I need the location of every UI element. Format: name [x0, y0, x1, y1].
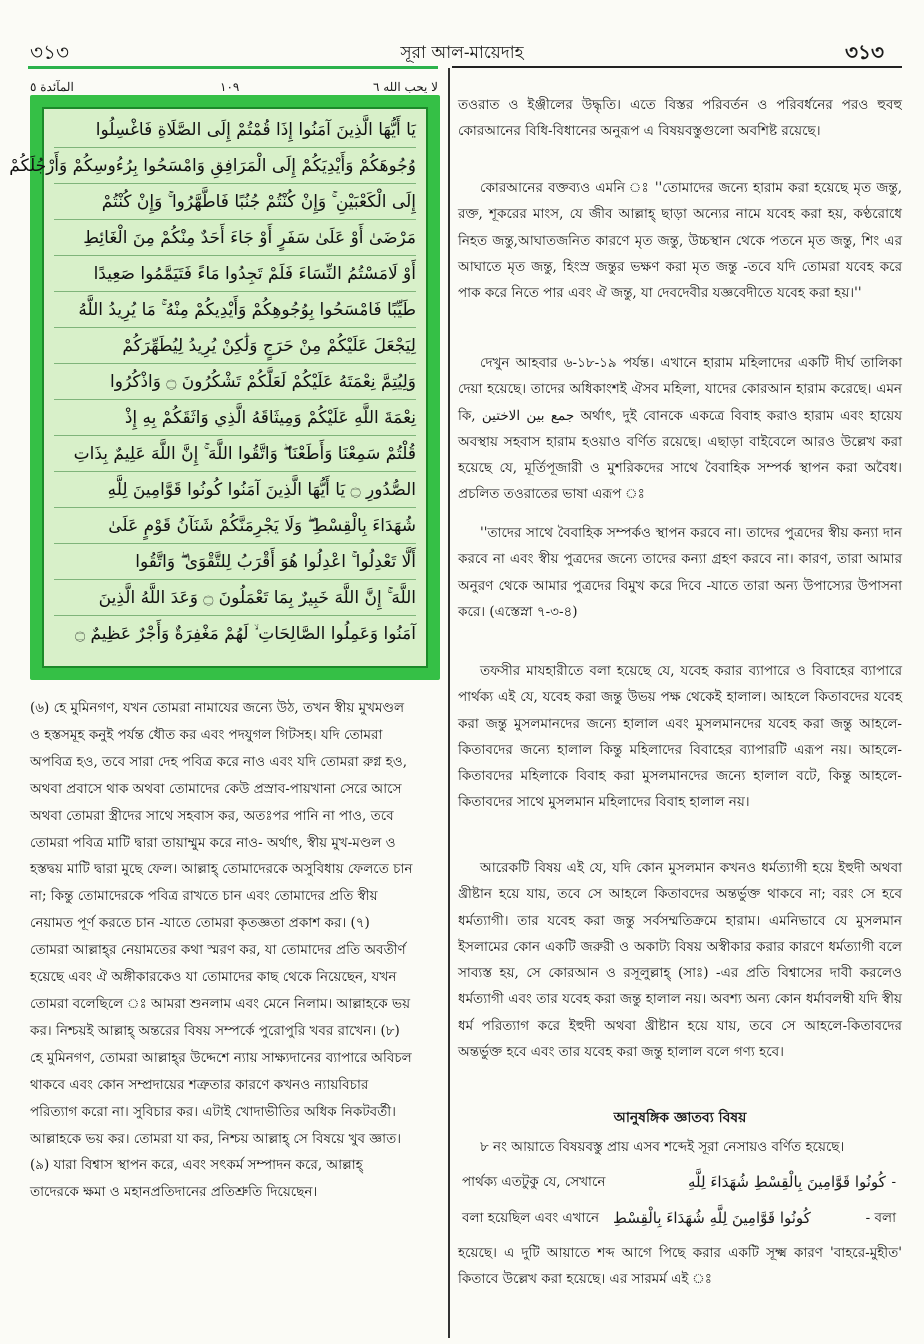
translation-line: (৬) হে মুমিনগণ, যখন তোমরা নামাযের জন্যে উঠ, তখন স্বীয় মুখমণ্ডল [30, 700, 405, 716]
translation-line: অপবিত্র হও, তবে সারা দেহ পবিত্র করে নাও এবং যদি তোমরা রুগ্ন হও, [30, 753, 408, 770]
commentary-quote: ''তাদের সাথে বৈবাহিক সম্পর্কও স্থাপন করবে না। তাদের পুত্রদের স্বীয় কন্যা দান করবে না এবং স্বীয় পুত্রদের জন্যে তাদের কন্যা গ্রহণ করবে না। কারণ, তারা আমার অনুরণ থেকে আমার পুত্রদের বিমুখ করে দিবে -যাতে তারা অন্য উপাস্যের উপাসনা করে। (এস্তেস্না ৭-৩-৪) [458, 525, 902, 620]
arabic-phrase: كُونُوا قَوَّامِينَ لِلَّهِ شُهَدَاءَ بِالْقِسْطِ [613, 1209, 811, 1227]
translation-line: তোমরা আল্লাহ্‌র নেয়ামতের কথা স্মরণ কর, যা তোমাদের প্রতি অবতীর্ণ [30, 942, 406, 959]
commentary-paragraph: তফসীর মাযহারীতে বলা হয়েছে যে, যবেহ করার ব্যাপারে ও বিবাহের ব্যাপারে পার্থক্য এই যে, যবেহ করা জন্তু উভয় পক্ষ থেকেই হালাল। আহলে কিতাবদের যবেহ করা জন্তু মুসলমানদের জন্যে হালাল এবং মুসলমানদের যবেহ করা জন্তু আহলে-কিতাবদের জন্যে হালাল কিন্তু মহিলাদের বিবাহের ব্যাপারটি এরূপ নয়। আহলে-কিতাবদের মহিলাকে বিবাহ করা মুসলমানদের জন্যে হালাল বটে, কিন্তু আহলে-কিতাবদের সাথে মুসলমান মহিলাদের বিবাহ হালাল নয়। [458, 663, 902, 811]
verse-line: الصُّدُورِ ۝ يَا أَيُّهَا الَّذِينَ آمَنُوا كُونُوا قَوَّامِينَ لِلَّهِ [54, 473, 416, 508]
translation-line: হে মুমিনগণ, তোমরা আল্লাহ্‌র উদ্দেশে ন্যায় সাক্ষ্যদানের ব্যাপারে অবিচল [30, 1049, 412, 1066]
arabic-juz-name: لا يحب الله ٦ [372, 80, 438, 94]
section-title: আনুষঙ্গিক জ্ঞাতব্য বিষয় [613, 1110, 747, 1126]
verse-line: إِلَى الْكَعْبَيْنِ ۚ وَإِنْ كُنْتُمْ جُنُبًا فَاطَّهَّرُوا ۚ وَإِنْ كُنْتُمْ [54, 185, 416, 220]
verse-line: آمَنُوا وَعَمِلُوا الصَّالِحَاتِ ۙ لَهُمْ مَغْفِرَةٌ وَأَجْرٌ عَظِيمٌ ۝ [75, 624, 416, 644]
verse-line: شُهَدَاءَ بِالْقِسْطِ ۖ وَلَا يَجْرِمَنَّكُمْ شَنَآنُ قَوْمٍ عَلَىٰ [54, 509, 416, 544]
translation-line: থাকবে এবং কোন সম্প্রদায়ের শত্রুতার কারণে কখনও ন্যায়বিচার [30, 1076, 369, 1093]
commentary-paragraph: আরেকটি বিষয় এই যে, যদি কোন মুসলমান কখনও ধর্মত্যাগী হয়ে ইহুদী অথবা খ্রীষ্টান হয়ে যায়, তবে সে আহলে কিতাবদের অন্তর্ভুক্ত থাকবে না; বরং সে হবে ধর্মত্যাগী। তার যবেহ করা জন্তু সর্বসম্মতিক্রমে হারাম। এমনিভাবে যে মুসলমান ইসলামের কোন একটি জরুরী ও অকাট্য বিষয় অস্বীকার করার কারণে ধর্মত্যাগী বলে সাব্যস্ত হয়, সে কোরআন ও রসূলুল্লাহ্ (সাঃ) -এর প্রতি বিশ্বাসের দাবী করলেও ধর্মত্যাগী এবং তার যবেহ করা জন্তু হালাল নয়। অবশ্য অন্য কোন ধর্মাবলম্বী যদি স্বীয় ধর্ম পরিত্যাগ করে ইহুদী অথবা খ্রীষ্টান হয়ে যায়, তবে সে আহলে-কিতাবদের অন্তর্ভুক্ত হবে এবং তার যবেহ করা জন্তু হালাল বলে গণ্য হবে। [458, 860, 902, 1061]
translation-line: অথবা তোমরা স্ত্রীদের সাথে সহবাস কর, অতঃপর পানি না পাও, তবে [30, 807, 394, 824]
arabic-phrase: كُونُوا قَوَّامِينَ بِالْقِسْطِ شُهَدَاءَ لِلَّهِ [688, 1173, 886, 1191]
dash: - [891, 1174, 896, 1190]
comparison-text: বলা হয়েছিল এবং এখানে [462, 1210, 600, 1226]
section-intro: ৮ নং আয়াতে বিষয়বস্তু প্রায় এসব শব্দেই সূরা নেসায়ও বর্ণিত হয়েছে। [480, 1139, 845, 1155]
verse-line: قُلْتُمْ سَمِعْنَا وَأَطَعْنَا ۖ وَاتَّقُوا اللَّهَ ۚ إِنَّ اللَّهَ عَلِيمٌ بِذَاتِ [54, 437, 416, 472]
translation-line: (৯) যারা বিশ্বাস স্থাপন করে, এবং সৎকর্ম সম্পাদন করে, আল্লাহ্ [30, 1157, 363, 1174]
page-number-right: ৩১৩ [845, 40, 884, 64]
translation-line: পরিত্যাগ করো না। সুবিচার কর। এটাই খোদাভীতির অধিক নিকটবর্তী। [30, 1103, 397, 1120]
verse-line: وُجُوهَكُمْ وَأَيْدِيَكُمْ إِلَى الْمَرَافِقِ وَامْسَحُوا بِرُءُوسِكُمْ وَأَرْجُلَكُمْ [54, 149, 416, 184]
verse-line: وَلِيُتِمَّ نِعْمَتَهُ عَلَيْكُمْ لَعَلَّكُمْ تَشْكُرُونَ ۝ وَاذْكُرُوا [54, 365, 416, 400]
quran-text-panel [9, 107, 428, 668]
commentary-paragraph: কোরআনের বক্তব্যও এমনি ঃ ''তোমাদের জন্যে হারাম করা হয়েছে মৃত জন্তু, রক্ত, শূকরের মাংস, যে জীব আল্লাহ্ ছাড়া অন্যের নামে যবেহ করা হয়, কণ্ঠরোধে নিহত জন্তু,আঘাতজনিত কারণে মৃত জন্তু, উচ্চস্থান থেকে পতনে মৃত জন্তু, শিং এর আঘাতে মৃত জন্তু, হিংস্র জন্তুর ভক্ষণ করা মৃত জন্তু -তবে যদি তোমরা যবেহ করে পাক করে নিতে পার এবং ঐ জন্তু, যা দেবদেবীর যজ্ঞবেদীতে যবেহ করা হয়।'' [458, 180, 902, 302]
section-final: হয়েছে। এ দুটি আয়াতে শব্দ আগে পিছে করার একটি সূক্ষ্ম কারণ 'বাহরে-মুহীত' কিতাবে উল্লেখ করা হয়েছে। এর সারমর্ম এই ঃ [458, 1245, 902, 1288]
translation-line: না; কিন্তু তোমাদেরকে পবিত্র রাখতে চান এবং তোমাদের প্রতি স্বীয় [30, 888, 378, 905]
verse-line: طَيِّبًا فَامْسَحُوا بِوُجُوهِكُمْ وَأَيْدِيكُمْ مِنْهُ ۚ مَا يُرِيدُ اللَّهُ [54, 293, 416, 328]
arabic-surah-name: المآئدة ٥ [30, 80, 74, 94]
translation-text [30, 695, 430, 1206]
translation-line: তোমরা পবিত্র মাটি দ্বারা তায়াম্মুম করে নাও- অর্থাৎ, স্বীয় মুখ-মণ্ডল ও [30, 834, 396, 851]
translation-line: হস্তদ্বয় মাটি দ্বারা মুছে ফেল। আল্লাহ্ তোমাদেরকে অসুবিধায় ফেলতে চান [30, 861, 413, 878]
arabic-juz-number: ١٠٩ [220, 80, 240, 94]
translation-line: হয়েছে এবং ঐ অঙ্গীকারকেও যা তোমাদের কাছ থেকে নিয়েছেন, যখন [30, 969, 397, 986]
commentary-paragraph: দেখুন আহবার ৬-১৮-১৯ পর্যন্ত। এখানে হারাম মহিলাদের একটি দীর্ঘ তালিকা দেয়া হয়েছে। তাদের অধিকাংশই ঐসব মহিলা, যাদের কোরআন হারাম করেছে। এমন কি, جمع بين الاختين অর্থাৎ, দুই বোনকে একত্রে বিবাহ করাও হারাম এবং হায়েয অবস্থায় সহবাস হারাম হওয়াও বর্ণিত রয়েছে। এছাড়া বাইবেলে আরও উল্লেখ করা হয়েছে যে, মূর্তিপূজারী ও মুশরিকদের সাথে বৈবাহিক সম্পর্ক স্থাপন করা অবৈধ। প্রচলিত তওরাতের ভাষা এরূপ ঃ [458, 355, 903, 503]
verse-line: مَرْضَىٰ أَوْ عَلَىٰ سَفَرٍ أَوْ جَاءَ أَحَدٌ مِنْكُمْ مِنَ الْغَائِطِ [54, 221, 416, 256]
translation-line: নেয়ামত পূর্ণ করতে চান -যাতে তোমরা কৃতজ্ঞতা প্রকাশ কর। (৭) [30, 915, 370, 932]
verse-line: نِعْمَةَ اللَّهِ عَلَيْكُمْ وَمِيثَاقَهُ الَّذِي وَاثَقَكُمْ بِهِ إِذْ [54, 401, 416, 436]
surah-title: সূরা আল-মায়েদাহ [400, 43, 524, 63]
translation-line: অথবা প্রবাসে থাক অথবা তোমাদের কেউ প্রস্রাব-পায়খানা সেরে আসে [30, 780, 402, 797]
translation-line: ও হস্তসমূহ কনুই পর্যন্ত ধৌত কর এবং পদযুগল গিটসহ। যদি তোমরা [30, 726, 383, 743]
quran-text-frame [9, 95, 440, 680]
commentary-paragraph: তওরাত ও ইঞ্জীলের উদ্ধৃতি। এতে বিস্তর পরিবর্তন ও পরিবর্ধনের পরও হুবহু কোরআনের বিধি-বিধানের অনুরূপ এ বিষয়বস্তুগুলো অবশিষ্ট রয়েছে। [458, 97, 902, 140]
black-rule [452, 66, 902, 68]
page-header [0, 0, 924, 70]
verse-line: أَوْ لَامَسْتُمُ النِّسَاءَ فَلَمْ تَجِدُوا مَاءً فَتَيَمَّمُوا صَعِيدًا [54, 257, 416, 292]
column-divider [448, 68, 450, 1338]
translation-line: কর। নিশ্চয়ই আল্লাহ্ অন্তরের বিষয় সম্পর্কে পুরোপুরি খবর রাখেন। (৮) [30, 1022, 400, 1039]
verse-line: أَلَّا تَعْدِلُوا ۚ اعْدِلُوا هُوَ أَقْرَبُ لِلتَّقْوَىٰ ۖ وَاتَّقُوا [54, 545, 416, 580]
page-number-left: ৩১৩ [30, 40, 69, 64]
comparison-end: - বলা [865, 1210, 896, 1226]
verse-line: اللَّهَ ۚ إِنَّ اللَّهَ خَبِيرٌ بِمَا تَعْمَلُونَ ۝ وَعَدَ اللَّهُ الَّذِينَ [54, 581, 416, 616]
comparison-line-2 [458, 1204, 902, 1232]
translation-line: তোমরা বলেছিলে ঃ আমরা শুনলাম এবং মেনে নিলাম। আল্লাহকে ভয় [30, 995, 411, 1012]
comparison-text: পার্থক্য এতটুকু যে, সেখানে [462, 1174, 606, 1190]
verse-line: لِيَجْعَلَ عَلَيْكُمْ مِنْ حَرَجٍ وَلَٰكِنْ يُرِيدُ لِيُطَهِّرَكُمْ [54, 329, 416, 364]
verse-line: يَا أَيُّهَا الَّذِينَ آمَنُوا إِذَا قُمْتُمْ إِلَى الصَّلَاةِ فَاغْسِلُوا [54, 113, 416, 148]
translation-line: আল্লাহকে ভয় কর। তোমরা যা কর, নিশ্চয় আল্লাহ্ সে বিষয়ে খুব জ্ঞাত। [30, 1130, 402, 1147]
translation-line: তাদেরকে ক্ষমা ও মহানপ্রতিদানের প্রতিশ্রুতি দিয়েছেন। [30, 1184, 318, 1201]
green-rule [28, 66, 438, 69]
comparison-line-1 [458, 1168, 902, 1196]
